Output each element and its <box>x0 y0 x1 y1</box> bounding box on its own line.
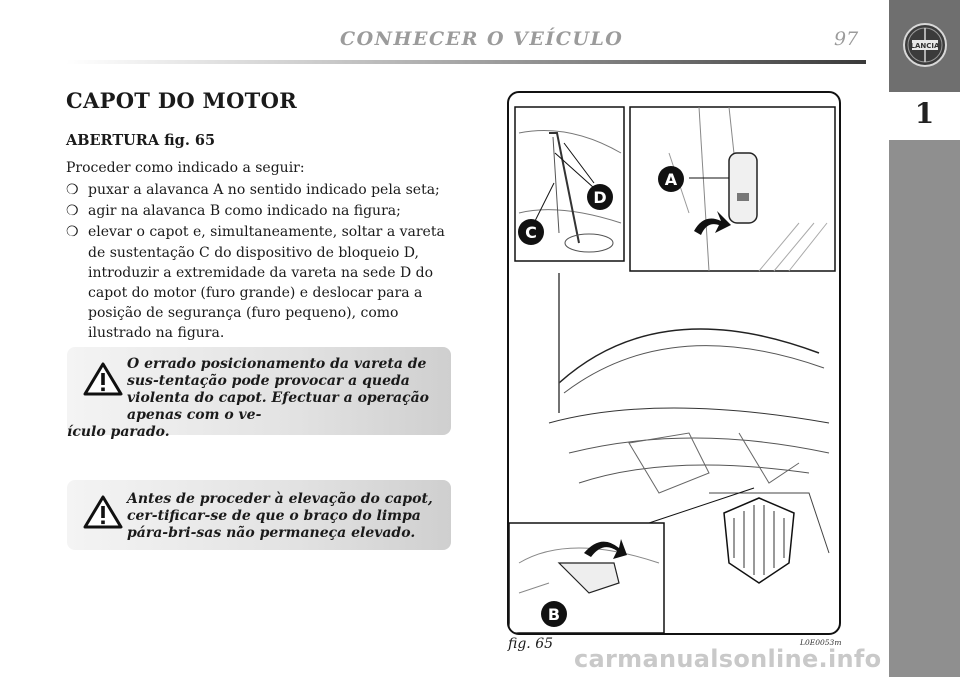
callout-a-label: A <box>664 170 678 189</box>
header-rule <box>66 60 866 64</box>
figure-65 <box>507 91 841 635</box>
brand-tab <box>889 0 960 92</box>
callout-c <box>518 219 544 245</box>
bullet-icon: ❍ <box>66 224 79 241</box>
steps-list <box>66 180 454 345</box>
callout-b-label: B <box>547 605 561 624</box>
footer-watermark: carmanualsonline.info <box>574 645 882 673</box>
callout-d <box>587 184 613 210</box>
warning-box <box>67 347 451 440</box>
subheading: ABERTURA fig. 65 <box>66 132 216 149</box>
step-text: agir na alavanca B como indicado na figura; <box>88 203 401 220</box>
callout-c-label: C <box>525 223 537 242</box>
callout-a <box>658 166 684 192</box>
figure-caption: fig. 65 <box>508 636 554 652</box>
intro-text: Proceder como indicado a seguir: <box>66 160 305 176</box>
list-item <box>66 222 454 343</box>
chapter-tab[interactable] <box>889 92 960 140</box>
warning-text: O errado posicionamento da vareta de sus-tentação pode provocar a queda violenta do capot. Efectuar a operação apenas com o ve- <box>127 356 429 423</box>
logo-text: LANCIA <box>910 42 940 50</box>
warning-box <box>67 480 451 550</box>
engine-hood-illustration <box>509 93 839 633</box>
bullet-icon: ❍ <box>66 203 79 220</box>
warning-text-tail: ículo parado. <box>67 424 170 440</box>
bullet-icon: ❍ <box>66 182 79 198</box>
list-item <box>66 180 454 200</box>
inset-lever-a <box>630 107 835 271</box>
list-item <box>66 201 454 221</box>
lancia-logo-icon <box>902 22 948 68</box>
callout-b <box>541 601 567 627</box>
chapter-number: 1 <box>914 97 935 130</box>
running-header: CONHECER O VEÍCULO <box>340 28 624 50</box>
chapter-sidebar <box>889 0 960 677</box>
figure-code: L0E0053m <box>800 638 842 647</box>
callout-d-label: D <box>593 188 607 207</box>
section-title: CAPOT DO MOTOR <box>66 88 297 113</box>
step-text: puxar a alavanca A no sentido indicado pela seta; <box>88 182 440 198</box>
page-number: 97 <box>834 28 859 50</box>
step-text: elevar o capot e, simultaneamente, soltar a vareta de sustentação C do dispositivo de bloqueio D, introduzir a extremidade da vareta na sede D do capot do motor (furo grande) e deslocar para a posição de segurança (furo pequeno), como ilustrado na figura. <box>88 224 445 342</box>
inset-lever-b <box>509 523 664 633</box>
warning-text: Antes de proceder à elevação do capot, cer-tificar-se de que o braço do limpa pára-bri-sas não permaneça elevado. <box>127 491 433 541</box>
